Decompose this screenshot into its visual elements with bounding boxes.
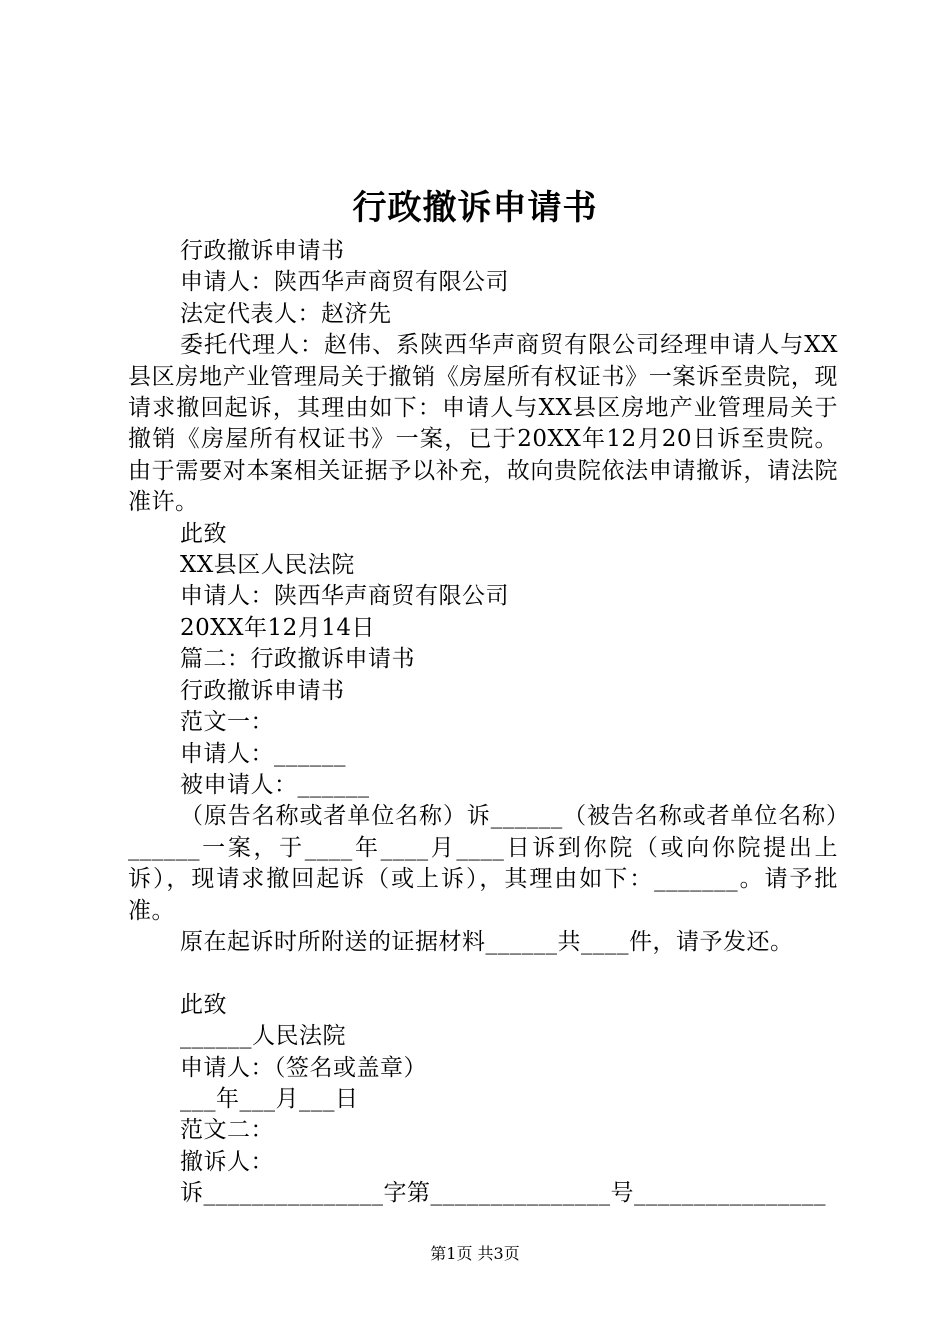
section-two-title: 行政撤诉申请书 — [180, 677, 345, 704]
case-number-line: 诉_______________字第_______________号________________ — [180, 1180, 826, 1207]
document-body — [128, 236, 838, 1210]
applicant-line: 申请人：陕西华声商贸有限公司 — [180, 269, 509, 296]
sample-applicant-line: 申请人：______ — [180, 740, 346, 767]
sample-two-heading: 范文二： — [180, 1117, 274, 1144]
subtitle-line: 行政撤诉申请书 — [180, 238, 345, 264]
applicant-signature-line: 申请人：陕西华声商贸有限公司 — [180, 583, 509, 610]
withdrawer-line: 撤诉人： — [180, 1148, 274, 1175]
evidence-return-line: 原在起诉时所附送的证据材料______共____件，请予发还。 — [180, 928, 794, 955]
court-line: XX县区人民法院 — [180, 552, 355, 579]
page-footer: 第1页 共3页 — [430, 1244, 520, 1263]
section-two-heading: 篇二：行政撤诉申请书 — [180, 646, 415, 673]
document-title: 行政撤诉申请书 — [352, 188, 598, 228]
agent-paragraph: 委托代理人：赵伟、系陕西华声商贸有限公司经理申请人与XX县区房地产业管理局关于撤销《房屋所有权证书》一案诉至贵院，现请求撤回起诉，其理由如下：申请人与XX县区房地产业管理局关于撤销《房屋所有权证书》一案，已于20XX年12月20日诉至贵院。由于需要对本案相关证据予以补充，故向贵院依法申请撤诉，请法院准许。 — [128, 332, 838, 516]
sample-court-line: ______人民法院 — [180, 1023, 346, 1050]
sample-respondent-line: 被申请人：______ — [180, 771, 370, 798]
date-line: 20XX年12月14日 — [180, 614, 376, 641]
sample-one-heading: 范文一： — [180, 709, 274, 736]
legal-representative-line: 法定代表人：赵济先 — [180, 300, 392, 327]
blank-spacer — [128, 958, 838, 989]
sample-salutation-line: 此致 — [180, 991, 227, 1018]
sample-date-line: ___年___月___日 — [180, 1085, 359, 1112]
sample-signature-line: 申请人：（签名或盖章） — [180, 1054, 427, 1081]
salutation-line: 此致 — [180, 520, 227, 547]
sample-body-paragraph: （原告名称或者单位名称）诉______（被告名称或者单位名称）______一案，于____年____月____日诉到你院（或向你院提出上诉），现请求撤回起诉（或上诉），其理由如下：_______。请予批准。 — [128, 803, 838, 924]
